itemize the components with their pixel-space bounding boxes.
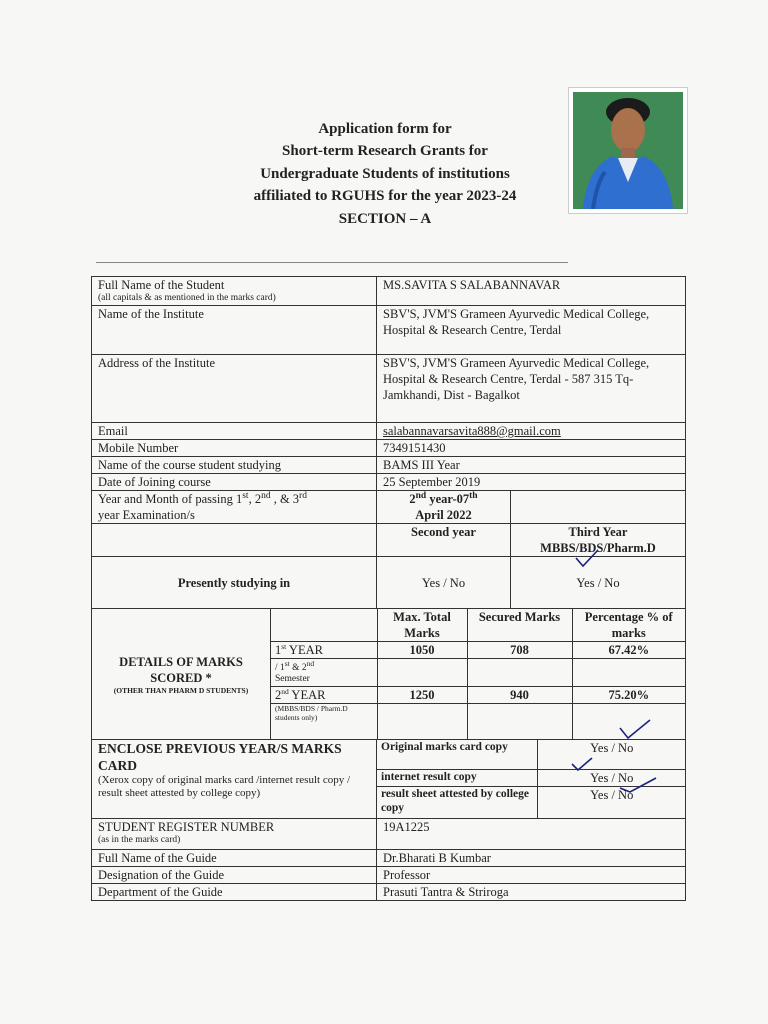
col-max-marks: Max. Total Marks [377, 609, 467, 642]
header-line-3: Undergraduate Students of institutions [260, 165, 510, 182]
header-line-2: Short-term Research Grants for [282, 143, 488, 160]
enclose-item-attested: result sheet attested by college copy [381, 788, 529, 815]
marks-title-cell [92, 609, 271, 740]
enclose-item-internet: internet result copy [377, 770, 537, 787]
year1-label: 1st YEAR [271, 642, 377, 659]
institute-label: Name of the Institute [92, 306, 377, 355]
application-table [91, 276, 686, 901]
presently-second-value: Yes / No [377, 557, 511, 609]
row-email [92, 423, 686, 440]
student-photo-image [573, 92, 683, 209]
year2-note: (MBBS/BDS / Pharm.D students only) [275, 704, 348, 723]
passing-label: Year and Month of passing 1st, 2nd , & 3rd year Examination/s [92, 491, 377, 524]
row-joining [92, 474, 686, 491]
enclose-title: ENCLOSE PREVIOUS YEAR/S MARKS CARD [98, 740, 342, 773]
email-link[interactable]: salabannavarsavita888@gmail.com [383, 424, 561, 438]
row-guide-name [92, 849, 686, 866]
mobile-label: Mobile Number [92, 440, 377, 457]
col-secured-marks: Secured Marks [467, 609, 572, 642]
course-label: Name of the course student studying [92, 457, 377, 474]
full-name-label-cell [92, 277, 377, 306]
year2-percent: 75.20% [572, 687, 685, 704]
tick-mark-presently-icon [574, 548, 600, 570]
guide-designation-value: Professor [377, 866, 686, 883]
student-photo [569, 88, 687, 213]
tick-mark-attested-icon [618, 776, 658, 794]
year2-label: 2nd YEAR [271, 687, 377, 704]
guide-name-label: Full Name of the Guide [92, 849, 377, 866]
register-note: (as in the marks card) [98, 834, 181, 845]
row-institute [92, 306, 686, 355]
enclose-internet-value: Yes / No [537, 770, 686, 787]
address-value: SBV'S, JVM'S Grameen Ayurvedic Medical College, Hospital & Research Centre, Terdal - 587 315 Tq- Jamkhandi, Dist - Bagalkot [377, 355, 686, 423]
guide-department-value: Prasuti Tantra & Striroga [377, 883, 686, 900]
enclose-note: (Xerox copy of original marks card /internet result copy / result sheet attested by college copy) [98, 773, 351, 799]
marks-note: (OTHER THAN PHARM D STUDENTS) [113, 685, 249, 695]
third-year-label: Third Year MBBS/BDS/Pharm.D [511, 524, 686, 557]
register-value: 19A1225 [377, 818, 686, 849]
joining-label: Date of Joining course [92, 474, 377, 491]
second-year-label: Second year [377, 524, 511, 557]
presently-third-value: Yes / No [511, 557, 686, 609]
full-name-label: Full Name of the Student [98, 278, 225, 292]
year-header-empty [92, 524, 377, 557]
tick-mark-internet-icon [570, 756, 594, 772]
row-full-name [92, 277, 686, 306]
year1-percent: 67.42% [572, 642, 685, 659]
passing-value: 2nd year-07th April 2022 [377, 491, 511, 524]
full-name-note: (all capitals & as mentioned in the marks card) [98, 293, 276, 303]
institute-value: SBV'S, JVM'S Grameen Ayurvedic Medical College, Hospital & Research Centre, Terdal [377, 306, 686, 355]
mobile-value: 7349151430 [377, 440, 686, 457]
guide-designation-label: Designation of the Guide [92, 866, 377, 883]
section-title: SECTION – A [338, 210, 432, 227]
joining-value: 25 September 2019 [377, 474, 686, 491]
row-guide-department [92, 883, 686, 900]
enclose-original-value: Yes / No [537, 740, 686, 770]
row-mobile [92, 440, 686, 457]
row-guide-designation [92, 866, 686, 883]
header-line-1: Application form for [318, 121, 452, 137]
enclose-item-original: Original marks card copy [377, 740, 537, 770]
register-label-cell [92, 818, 377, 849]
row-marks [92, 609, 686, 740]
row-register [92, 818, 686, 849]
enclose-label-cell [92, 739, 377, 818]
row-passing [92, 491, 686, 524]
marks-title: DETAILS OF MARKS SCORED * [119, 654, 243, 685]
guide-name-value: Dr.Bharati B Kumbar [377, 849, 686, 866]
row-course [92, 457, 686, 474]
year1-secured: 708 [467, 642, 572, 659]
course-value: BAMS III Year [377, 457, 686, 474]
header-divider [96, 262, 568, 263]
register-label: STUDENT REGISTER NUMBER [98, 819, 275, 834]
row-enclose [92, 739, 686, 818]
year1-max: 1050 [377, 642, 467, 659]
header-line-4: affiliated to RGUHS for the year 2023-24 [253, 188, 517, 205]
guide-department-label: Department of the Guide [92, 883, 377, 900]
tick-mark-original-icon [618, 716, 652, 740]
address-label: Address of the Institute [92, 355, 377, 423]
full-name-value: MS.SAVITA S SALABANNAVAR [377, 277, 686, 306]
year2-max: 1250 [377, 687, 467, 704]
email-label: Email [92, 423, 377, 440]
col-percentage: Percentage % of marks [572, 609, 685, 642]
year2-secured: 940 [467, 687, 572, 704]
row-address [92, 355, 686, 423]
enclose-attested-value: Yes / No [537, 787, 686, 818]
presently-label: Presently studying in [92, 557, 377, 609]
year1-semester: / 1st & 2nd Semester [271, 659, 377, 687]
passing-third-empty [511, 491, 686, 524]
form-header [200, 118, 570, 230]
